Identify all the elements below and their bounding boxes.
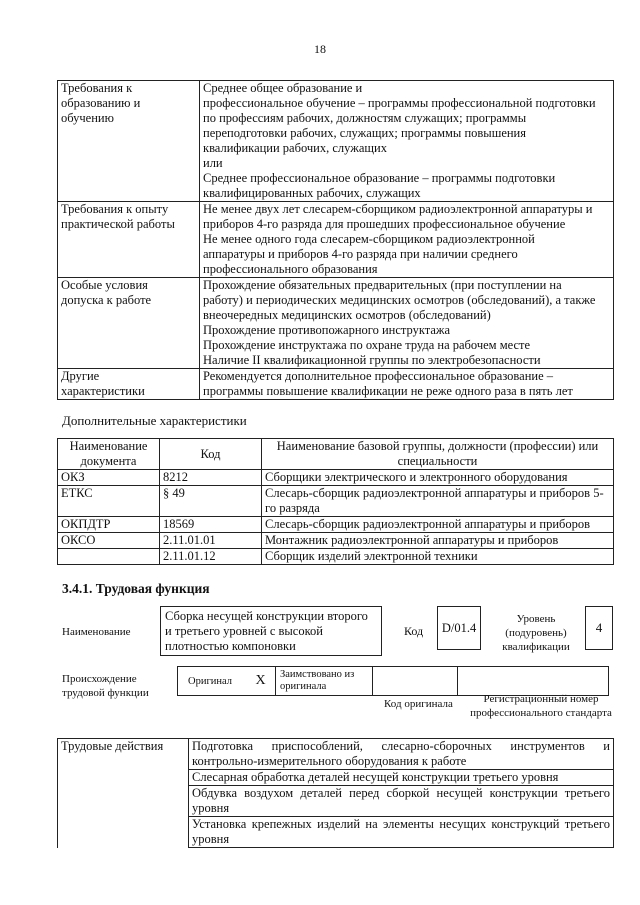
requirement-label-line: Особые условия bbox=[61, 278, 148, 292]
requirement-row bbox=[58, 202, 614, 278]
requirement-label bbox=[58, 278, 200, 369]
original-label: Оригинал bbox=[188, 676, 232, 687]
page-number: 18 bbox=[314, 42, 326, 56]
requirement-label-line: допуска к работе bbox=[61, 293, 152, 307]
requirement-value bbox=[200, 369, 614, 400]
header-document: Наименование документа bbox=[58, 439, 160, 470]
code-cell: 2.11.01.12 bbox=[160, 549, 262, 565]
doc-cell: ОКПДТР bbox=[58, 517, 160, 533]
requirement-label-line: Другие bbox=[61, 369, 100, 383]
name-cell: Сборщик изделий электронной техники bbox=[262, 549, 614, 565]
requirement-line: профессионального образования bbox=[203, 262, 378, 276]
requirement-line: профессиональное обучение – программы профессиональной подготовки bbox=[203, 96, 596, 110]
code-cell: 8212 bbox=[160, 470, 262, 486]
requirement-row bbox=[58, 81, 614, 202]
labor-action-item: Установка крепежных изделий на элементы несущих конструкций третьего уровня bbox=[189, 817, 614, 848]
requirement-value bbox=[200, 81, 614, 202]
doc-cell: ЕТКС bbox=[58, 486, 160, 517]
name-cell: Слесарь-сборщик радиоэлектронной аппаратуры и приборов bbox=[262, 517, 614, 533]
additional-characteristics-title: Дополнительные характеристики bbox=[62, 413, 247, 428]
requirement-line: приборов 4-го разряда для прошедших профессиональное обучение bbox=[203, 217, 566, 231]
section-heading: 3.4.1. Трудовая функция bbox=[62, 581, 210, 596]
labor-action-item: Слесарная обработка деталей несущей конструкции третьего уровня bbox=[189, 770, 614, 786]
origin-label: Происхождение трудовой функции bbox=[62, 673, 149, 699]
labor-actions-label: Трудовые действия bbox=[58, 739, 189, 848]
function-name-box: Сборка несущей конструкции второго и третьего уровней с высокой плотностью компоновки bbox=[160, 606, 382, 656]
labor-action-item: Обдувка воздухом деталей перед сборкой несущей конструкции третьего уровня bbox=[189, 786, 614, 817]
requirement-label-line: практической работы bbox=[61, 217, 175, 231]
requirement-line: работу) и периодических медицинских осмотров (обследований), а также bbox=[203, 293, 596, 307]
requirement-line: Не менее одного года слесарем-сборщиком радиоэлектронной bbox=[203, 232, 535, 246]
additional-characteristics-table bbox=[57, 438, 614, 565]
labor-action-row bbox=[58, 739, 614, 770]
requirements-table bbox=[57, 80, 614, 400]
level-label: Уровень (подуровень) квалификации bbox=[502, 613, 570, 653]
doc-cell: ОКСО bbox=[58, 533, 160, 549]
requirement-line: или bbox=[203, 156, 223, 170]
requirement-line: квалифицированных рабочих, служащих bbox=[203, 186, 421, 200]
labor-actions-table bbox=[57, 738, 614, 848]
requirement-label-line: Требования к bbox=[61, 81, 133, 95]
code-cell: 2.11.01.01 bbox=[160, 533, 262, 549]
requirement-line: по профессиям рабочих, должностям служащих; программы bbox=[203, 111, 527, 125]
requirement-line: Прохождение противопожарного инструктажа bbox=[203, 323, 451, 337]
table-row bbox=[58, 549, 614, 565]
name-cell: Слесарь-сборщик радиоэлектронной аппаратуры и приборов 5-го разряда bbox=[262, 486, 614, 517]
name-cell: Монтажник радиоэлектронной аппаратуры и приборов bbox=[262, 533, 614, 549]
requirement-line: программы повышение квалификации не реже одного раза в пять лет bbox=[203, 384, 573, 398]
requirement-label bbox=[58, 81, 200, 202]
requirement-value bbox=[200, 278, 614, 369]
borrowed-cell: Заимствовано из оригинала bbox=[275, 666, 373, 696]
level-box: 4 bbox=[585, 606, 613, 650]
requirement-line: внеочередных медицинских осмотров (обследований) bbox=[203, 308, 491, 322]
requirement-line: Рекомендуется дополнительное профессиональное образование – bbox=[203, 369, 554, 383]
requirement-label-line: характеристики bbox=[61, 384, 145, 398]
requirement-label-line: Требования к опыту bbox=[61, 202, 169, 216]
code-cell: § 49 bbox=[160, 486, 262, 517]
table-row bbox=[58, 470, 614, 486]
doc-cell bbox=[58, 549, 160, 565]
table-row bbox=[58, 533, 614, 549]
requirement-line: Среднее профессиональное образование – программы подготовки bbox=[203, 171, 556, 185]
requirement-line: Наличие II квалификационной группы по электробезопасности bbox=[203, 353, 541, 367]
origin-code-label: Код оригинала bbox=[384, 698, 453, 710]
requirement-line: Не менее двух лет слесарем-сборщиком радиоэлектронной аппаратуры и bbox=[203, 202, 593, 216]
labor-action-item: Подготовка приспособлений, слесарно-сборочных инструментов и контрольно-измерительного оборудования к работе bbox=[189, 739, 614, 770]
name-label: Наименование bbox=[62, 626, 131, 638]
table-row bbox=[58, 486, 614, 517]
origin-code-cell bbox=[372, 666, 458, 696]
header-name: Наименование базовой группы, должности (профессии) или специальности bbox=[262, 439, 614, 470]
requirement-line: Среднее общее образование и bbox=[203, 81, 363, 95]
reg-number-label: Регистрационный номер профессионального стандарта bbox=[470, 693, 612, 719]
requirement-line: Прохождение обязательных предварительных (при поступлении на bbox=[203, 278, 562, 292]
requirement-row bbox=[58, 369, 614, 400]
code-cell: 18569 bbox=[160, 517, 262, 533]
header-code: Код bbox=[160, 439, 262, 470]
requirement-label bbox=[58, 202, 200, 278]
requirement-line: квалификации рабочих, служащих bbox=[203, 141, 387, 155]
name-cell: Сборщики электрического и электронного оборудования bbox=[262, 470, 614, 486]
original-mark: X bbox=[246, 666, 276, 696]
requirement-line: Прохождение инструктажа по охране труда на рабочем месте bbox=[203, 338, 531, 352]
requirement-label-line: обучению bbox=[61, 111, 114, 125]
requirement-line: переподготовки рабочих, служащих; программы повышения bbox=[203, 126, 526, 140]
requirement-label-line: образованию и bbox=[61, 96, 141, 110]
code-label: Код bbox=[404, 624, 424, 638]
requirement-value bbox=[200, 202, 614, 278]
requirement-label bbox=[58, 369, 200, 400]
requirement-line: аппаратуры и приборов 4-го разряда при наличии среднего bbox=[203, 247, 518, 261]
doc-cell: ОКЗ bbox=[58, 470, 160, 486]
table-header-row bbox=[58, 439, 614, 470]
function-code-box: D/01.4 bbox=[437, 606, 481, 650]
table-row bbox=[58, 517, 614, 533]
original-cell bbox=[177, 666, 247, 696]
requirement-row bbox=[58, 278, 614, 369]
